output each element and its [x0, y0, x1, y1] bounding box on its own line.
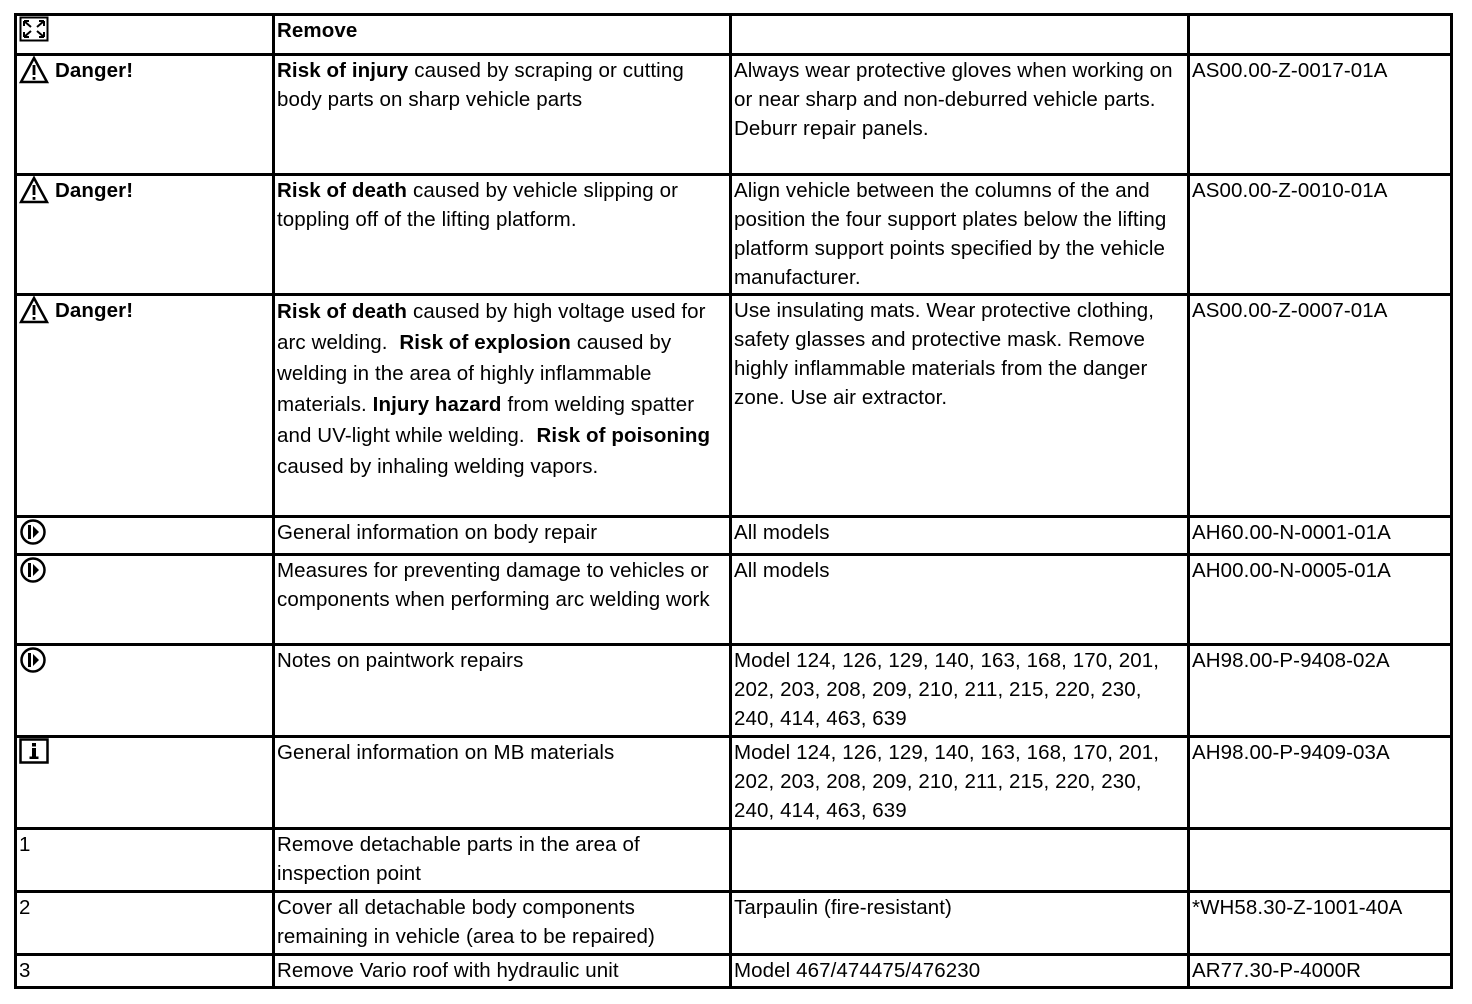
cell-col3	[731, 15, 1189, 55]
cell-col3: Tarpaulin (fire-resistant)	[731, 892, 1189, 955]
warning-triangle-icon	[19, 56, 49, 84]
cell-col3: Always wear protective gloves when working on or near sharp and non-deburred vehicle parts. Deburr repair panels.	[731, 55, 1189, 175]
step-number: 3	[16, 955, 274, 988]
cell-col3: All models	[731, 555, 1189, 645]
table-row	[16, 175, 1452, 295]
warning-triangle-icon	[19, 296, 49, 324]
table-row	[16, 892, 1452, 955]
warning-triangle-icon	[19, 176, 49, 204]
hazard-text: Risk of death caused by vehicle slipping or toppling off of the lifting platform.	[274, 175, 731, 295]
cell-col2: Cover all detachable body components remaining in vehicle (area to be repaired)	[274, 892, 731, 955]
danger-label: Danger!	[55, 59, 134, 82]
doc-reference: AH60.00-N-0001-01A	[1189, 517, 1452, 555]
danger-label: Danger!	[55, 179, 134, 202]
doc-reference: AH98.00-P-9408-02A	[1189, 645, 1452, 737]
doc-reference: AR77.30-P-4000R	[1189, 955, 1452, 988]
table-row	[16, 55, 1452, 175]
note-circle-icon	[19, 646, 47, 674]
table-row	[16, 955, 1452, 988]
note-circle-icon	[19, 518, 47, 546]
table-row	[16, 829, 1452, 892]
row-icon-cell	[16, 15, 274, 55]
cell-col3	[731, 829, 1189, 892]
note-cell	[16, 555, 274, 645]
cell-col3: Model 124, 126, 129, 140, 163, 168, 170, 201, 202, 203, 208, 209, 210, 211, 215, 220, 230, 240, 414, 463, 639	[731, 737, 1189, 829]
cell-col3: Align vehicle between the columns of the and position the four support plates below the lifting platform support points specified by the vehicle manufacturer.	[731, 175, 1189, 295]
danger-cell	[16, 175, 274, 295]
cell-col2: General information on MB materials	[274, 737, 731, 829]
info-cell	[16, 737, 274, 829]
cell-col2: Notes on paintwork repairs	[274, 645, 731, 737]
table-row	[16, 555, 1452, 645]
cell-col3: Model 467/474475/476230	[731, 955, 1189, 988]
doc-reference: AS00.00-Z-0017-01A	[1189, 55, 1452, 175]
step-number: 1	[16, 829, 274, 892]
note-circle-icon	[19, 556, 47, 584]
expand-icon	[19, 16, 49, 42]
cell-col3: Model 124, 126, 129, 140, 163, 168, 170, 201, 202, 203, 208, 209, 210, 211, 215, 220, 230, 240, 414, 463, 639	[731, 645, 1189, 737]
doc-reference: *WH58.30-Z-1001-40A	[1189, 892, 1452, 955]
cell-col2: Remove Vario roof with hydraulic unit	[274, 955, 731, 988]
step-number: 2	[16, 892, 274, 955]
info-box-icon	[19, 738, 49, 764]
cell-col2: Remove detachable parts in the area of inspection point	[274, 829, 731, 892]
danger-cell	[16, 295, 274, 517]
note-cell	[16, 645, 274, 737]
danger-label: Danger!	[55, 299, 134, 322]
note-cell	[16, 517, 274, 555]
cell-col2: Measures for preventing damage to vehicles or components when performing arc welding work	[274, 555, 731, 645]
danger-cell	[16, 55, 274, 175]
hazard-text: Risk of injury caused by scraping or cutting body parts on sharp vehicle parts	[274, 55, 731, 175]
doc-reference: AH98.00-P-9409-03A	[1189, 737, 1452, 829]
cell-col3: Use insulating mats. Wear protective clothing, safety glasses and protective mask. Remove highly inflammable materials from the danger zone. Use air extractor.	[731, 295, 1189, 517]
hazard-text: Risk of death caused by high voltage used for arc welding. Risk of explosion caused by welding in the area of highly inflammable materials. Injury hazard from welding spatter and UV-light while welding. Risk of poisoning caused by inhaling welding vapors.	[274, 295, 731, 517]
table-row	[16, 737, 1452, 829]
table-row	[16, 645, 1452, 737]
procedure-table	[14, 13, 1453, 989]
table-row	[16, 15, 1452, 55]
doc-reference	[1189, 829, 1452, 892]
doc-reference: AS00.00-Z-0007-01A	[1189, 295, 1452, 517]
section-title: Remove	[274, 15, 731, 55]
doc-reference: AS00.00-Z-0010-01A	[1189, 175, 1452, 295]
cell-col3: All models	[731, 517, 1189, 555]
table-row	[16, 295, 1452, 517]
table-row	[16, 517, 1452, 555]
cell-col4	[1189, 15, 1452, 55]
cell-col2: General information on body repair	[274, 517, 731, 555]
doc-reference: AH00.00-N-0005-01A	[1189, 555, 1452, 645]
